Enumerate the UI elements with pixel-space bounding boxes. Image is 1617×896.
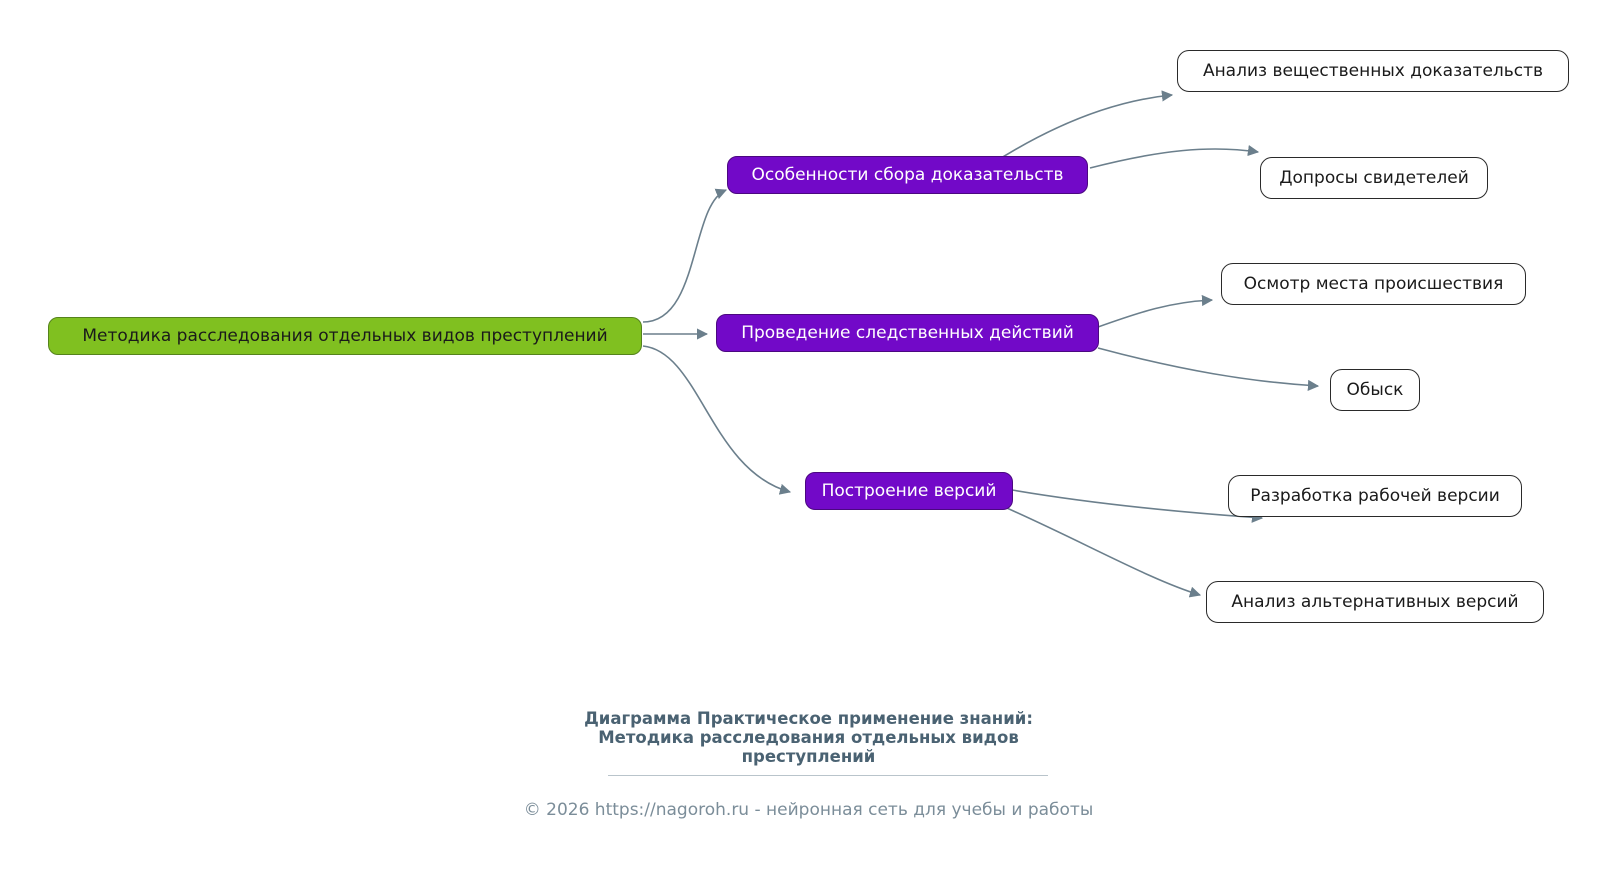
edge-root-to-branch-3 bbox=[643, 346, 790, 492]
node-branch-label: Построение версий bbox=[821, 480, 997, 501]
node-branch-label: Особенности сбора доказательств bbox=[751, 164, 1064, 185]
edge-branch2-to-leaf3 bbox=[1098, 300, 1212, 327]
edge-branch3-to-leaf5 bbox=[1012, 490, 1262, 518]
node-leaf-label: Обыск bbox=[1346, 379, 1404, 400]
node-leaf-label: Допросы свидетелей bbox=[1279, 167, 1469, 188]
edge-branch3-to-leaf6 bbox=[1000, 505, 1200, 595]
footer-copyright: © 2026 https://nagoroh.ru - нейронная сеть для учебы и работы bbox=[523, 800, 1094, 820]
caption-line-1: Диаграмма Практическое применение знаний: bbox=[584, 709, 1033, 728]
node-leaf-doprosy[interactable] bbox=[1260, 157, 1488, 199]
node-leaf-label: Разработка рабочей версии bbox=[1250, 485, 1500, 506]
node-leaf-alternativnye[interactable] bbox=[1206, 581, 1544, 623]
edge-branch1-to-leaf2 bbox=[1090, 149, 1258, 168]
edge-branch2-to-leaf4 bbox=[1098, 348, 1318, 386]
node-leaf-label: Анализ альтернативных версий bbox=[1231, 591, 1519, 612]
node-leaf-osmotr[interactable] bbox=[1221, 263, 1526, 305]
edge-root-to-branch-1 bbox=[643, 190, 726, 322]
node-leaf-obysk[interactable] bbox=[1330, 369, 1420, 411]
caption-line-2: Методика расследования отдельных видов bbox=[598, 728, 1019, 747]
node-branch-osobennosti[interactable] bbox=[727, 156, 1088, 194]
node-leaf-razrabotka[interactable] bbox=[1228, 475, 1522, 517]
caption-line-3: преступлений bbox=[741, 747, 876, 766]
node-root[interactable] bbox=[48, 317, 642, 355]
node-root-label: Методика расследования отдельных видов преступлений bbox=[82, 325, 608, 346]
node-leaf-analiz-veshch[interactable] bbox=[1177, 50, 1569, 92]
node-leaf-label: Осмотр места происшествия bbox=[1243, 273, 1504, 294]
edge-branch1-to-leaf1 bbox=[990, 95, 1172, 165]
node-branch-versii[interactable] bbox=[805, 472, 1013, 510]
node-branch-sledstvennye[interactable] bbox=[716, 314, 1099, 352]
node-leaf-label: Анализ вещественных доказательств bbox=[1202, 60, 1544, 81]
caption-divider bbox=[608, 775, 1048, 776]
node-branch-label: Проведение следственных действий bbox=[741, 322, 1074, 343]
